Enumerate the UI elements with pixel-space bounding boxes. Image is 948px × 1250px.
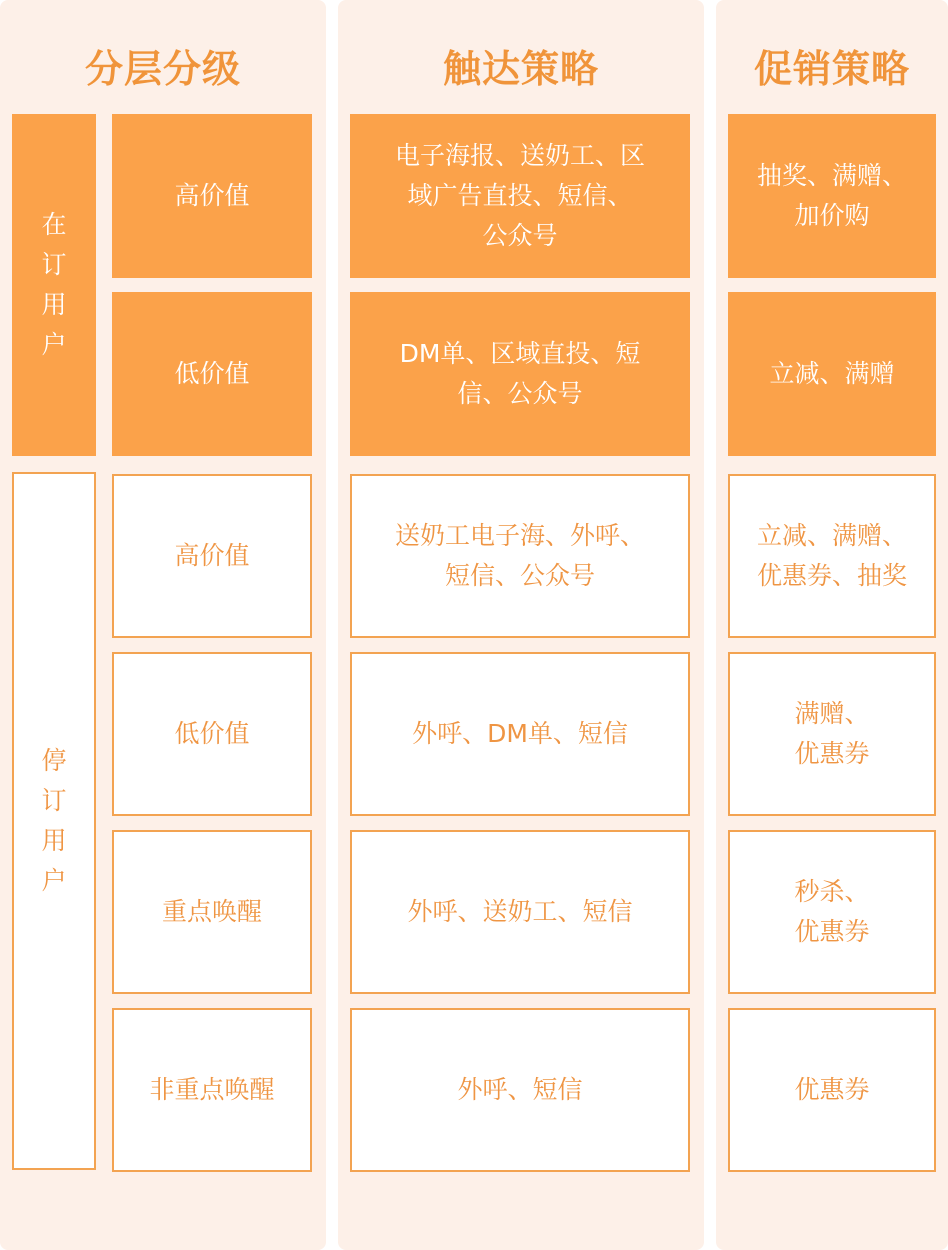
group-active-char: 户 xyxy=(41,330,67,359)
promo-cell: 立减、满赠、 优惠券、抽奖 xyxy=(728,474,936,638)
touch-cell: 外呼、送奶工、短信 xyxy=(350,830,690,994)
promo-cell: 立减、满赠 xyxy=(728,292,936,456)
level-cell: 重点唤醒 xyxy=(112,830,312,994)
promo-heading: 促销策略 xyxy=(753,46,910,91)
promo-cell: 满赠、 优惠券 xyxy=(728,652,936,816)
touch-cell: 外呼、短信 xyxy=(350,1008,690,1172)
level-cell: 高价值 xyxy=(112,474,312,638)
group-paused-char: 停 xyxy=(41,746,67,775)
touch-cell: 外呼、DM单、短信 xyxy=(350,652,690,816)
group-paused-char: 订 xyxy=(41,786,67,815)
touch-cell: 送奶工电子海、外呼、 短信、公众号 xyxy=(350,474,690,638)
level-cell: 低价值 xyxy=(112,292,312,456)
tier-heading: 分层分级 xyxy=(84,46,241,91)
touch-cell: 电子海报、送奶工、区 域广告直投、短信、 公众号 xyxy=(350,114,690,278)
promo-cell: 秒杀、 优惠券 xyxy=(728,830,936,994)
group-active-users xyxy=(12,114,96,456)
group-active-char: 用 xyxy=(41,290,67,319)
promo-cell: 抽奖、满赠、 加价购 xyxy=(728,114,936,278)
group-paused-char: 用 xyxy=(41,826,67,855)
promo-cell: 优惠券 xyxy=(728,1008,936,1172)
group-paused-users xyxy=(12,472,96,1170)
touch-cell: DM单、区域直投、短 信、公众号 xyxy=(350,292,690,456)
level-cell: 非重点唤醒 xyxy=(112,1008,312,1172)
level-cell: 高价值 xyxy=(112,114,312,278)
level-cell: 低价值 xyxy=(112,652,312,816)
group-active-char: 在 xyxy=(41,210,67,239)
group-paused-char: 户 xyxy=(41,866,67,895)
touch-heading: 触达策略 xyxy=(442,46,599,91)
group-active-char: 订 xyxy=(41,250,67,279)
